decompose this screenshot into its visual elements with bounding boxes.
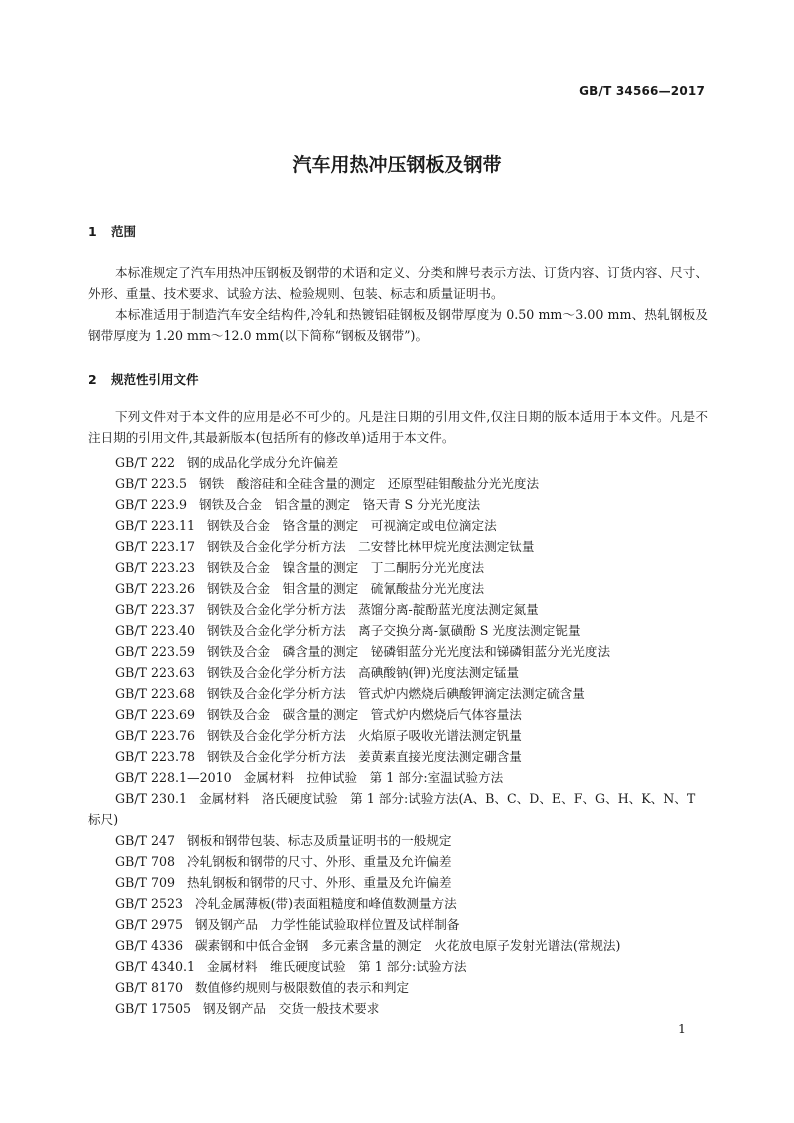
reference-item	[88, 641, 708, 662]
reference-item	[88, 494, 708, 515]
reference-code: GB/T 223.68	[115, 686, 196, 701]
reference-code: GB/T 223.17	[115, 539, 196, 554]
reference-code: GB/T 223.5	[115, 476, 188, 491]
reference-title: 钢铁及合金化学分析方法 火焰原子吸收光谱法测定钒量	[207, 728, 522, 743]
reference-code: GB/T 223.37	[115, 602, 196, 617]
reference-title: 钢铁及合金 碳含量的测定 管式炉内燃烧后气体容量法	[207, 707, 522, 722]
reference-code: GB/T 8170	[115, 980, 184, 995]
reference-code: GB/T 223.9	[115, 497, 188, 512]
section-1-number: 1	[88, 224, 97, 239]
reference-item	[88, 788, 708, 830]
reference-item	[88, 452, 708, 473]
document-title: 汽车用热冲压钢板及钢带	[292, 154, 502, 176]
reference-title: 钢的成品化学成分允许偏差	[187, 455, 339, 470]
reference-item	[88, 536, 708, 557]
reference-code: GB/T 223.26	[115, 581, 196, 596]
reference-title: 钢及钢产品 力学性能试验取样位置及试样制备	[195, 917, 460, 932]
section-2-intro: 下列文件对于本文件的应用是必不可少的。凡是注日期的引用文件,仅注日期的版本适用于本文件。凡是不注日期的引用文件,其最新版本(包括所有的修改单)适用于本文件。	[88, 409, 708, 445]
reference-item	[88, 578, 708, 599]
reference-list	[88, 452, 708, 1019]
reference-title: 碳素钢和中低合金钢 多元素含量的测定 火花放电原子发射光谱法(常规法)	[195, 938, 621, 953]
reference-code: GB/T 4340.1	[115, 959, 196, 974]
reference-code: GB/T 223.78	[115, 749, 196, 764]
standard-code: GB/T 34566—2017	[579, 84, 705, 98]
reference-code: GB/T 223.59	[115, 644, 196, 659]
reference-item	[88, 977, 708, 998]
reference-item	[88, 620, 708, 641]
reference-title: 数值修约规则与极限数值的表示和判定	[195, 980, 410, 995]
reference-item	[88, 557, 708, 578]
reference-code: GB/T 223.63	[115, 665, 196, 680]
reference-title: 钢铁及合金化学分析方法 二安替比林甲烷光度法测定钛量	[207, 539, 535, 554]
section-2-heading	[88, 370, 199, 388]
page-number: 1	[678, 1021, 686, 1036]
reference-title: 钢铁及合金 铬含量的测定 可视滴定或电位滴定法	[207, 518, 497, 533]
reference-item	[88, 704, 708, 725]
reference-title: 钢铁及合金 铝含量的测定 铬天青 S 分光光度法	[199, 497, 481, 512]
reference-title: 钢铁及合金 钼含量的测定 硫氰酸盐分光光度法	[207, 581, 485, 596]
reference-item	[88, 515, 708, 536]
reference-title: 钢铁及合金化学分析方法 蒸馏分离-靛酚蓝光度法测定氮量	[207, 602, 539, 617]
reference-item	[88, 851, 708, 872]
reference-item	[88, 725, 708, 746]
reference-item	[88, 893, 708, 914]
reference-title: 钢铁及合金 磷含量的测定 铋磷钼蓝分光光度法和锑磷钼蓝分光光度法	[207, 644, 611, 659]
reference-title: 金属材料 洛氏硬度试验 第 1 部分:试验方法(A、B、C、D、E、F、G、H、K、N、T 标尺)	[88, 791, 696, 827]
reference-code: GB/T 4336	[115, 938, 184, 953]
reference-code: GB/T 708	[115, 854, 175, 869]
section-1-paragraph-2: 本标准适用于制造汽车安全结构件,冷轧和热镀铝硅钢板及钢带厚度为 0.50 mm～3.00 mm、热轧钢板及钢带厚度为 1.20 mm～12.0 mm(以下简称“钢板及钢带”)。	[88, 307, 708, 343]
reference-item	[88, 830, 708, 851]
reference-title: 金属材料 维氏硬度试验 第 1 部分:试验方法	[207, 959, 467, 974]
reference-code: GB/T 2975	[115, 917, 184, 932]
reference-code: GB/T 709	[115, 875, 175, 890]
reference-title: 钢铁及合金 镍含量的测定 丁二酮肟分光光度法	[207, 560, 485, 575]
section-1-title: 范围	[111, 224, 137, 239]
reference-item	[88, 914, 708, 935]
section-1-heading	[88, 222, 136, 240]
reference-code: GB/T 223.69	[115, 707, 196, 722]
reference-item	[88, 872, 708, 893]
reference-title: 钢铁及合金化学分析方法 管式炉内燃烧后碘酸钾滴定法测定硫含量	[207, 686, 585, 701]
reference-title: 冷轧金属薄板(带)表面粗糙度和峰值数测量方法	[195, 896, 457, 911]
reference-item	[88, 998, 708, 1019]
reference-item	[88, 599, 708, 620]
reference-code: GB/T 223.23	[115, 560, 196, 575]
reference-code: GB/T 247	[115, 833, 175, 848]
reference-title: 钢铁及合金化学分析方法 姜黄素直接光度法测定硼含量	[207, 749, 522, 764]
reference-code: GB/T 223.11	[115, 518, 196, 533]
reference-title: 钢板和钢带包装、标志及质量证明书的一般规定	[187, 833, 452, 848]
section-1-paragraph-1: 本标准规定了汽车用热冲压钢板及钢带的术语和定义、分类和牌号表示方法、订货内容、订货内容、尺寸、外形、重量、技术要求、试验方法、检验规则、包装、标志和质量证明书。	[88, 265, 708, 301]
reference-item	[88, 662, 708, 683]
reference-title: 钢铁及合金化学分析方法 离子交换分离-氯磺酚 S 光度法测定铌量	[207, 623, 581, 638]
reference-code: GB/T 228.1—2010	[115, 770, 232, 785]
reference-item	[88, 935, 708, 956]
reference-item	[88, 746, 708, 767]
reference-title: 金属材料 拉伸试验 第 1 部分:室温试验方法	[243, 770, 504, 785]
reference-item	[88, 956, 708, 977]
reference-code: GB/T 222	[115, 455, 175, 470]
reference-code: GB/T 2523	[115, 896, 184, 911]
reference-title: 钢铁 酸溶硅和全硅含量的测定 还原型硅钼酸盐分光光度法	[199, 476, 540, 491]
reference-item	[88, 767, 708, 788]
reference-title: 钢及钢产品 交货一般技术要求	[203, 1001, 380, 1016]
reference-item	[88, 683, 708, 704]
reference-code: GB/T 17505	[115, 1001, 192, 1016]
section-2-title: 规范性引用文件	[111, 372, 199, 387]
reference-title: 冷轧钢板和钢带的尺寸、外形、重量及允许偏差	[187, 854, 452, 869]
section-2-number: 2	[88, 372, 97, 387]
reference-title: 热轧钢板和钢带的尺寸、外形、重量及允许偏差	[187, 875, 452, 890]
reference-code: GB/T 223.76	[115, 728, 196, 743]
reference-title: 钢铁及合金化学分析方法 高碘酸钠(钾)光度法测定锰量	[207, 665, 520, 680]
reference-code: GB/T 230.1	[115, 791, 188, 806]
reference-item	[88, 473, 708, 494]
reference-code: GB/T 223.40	[115, 623, 196, 638]
